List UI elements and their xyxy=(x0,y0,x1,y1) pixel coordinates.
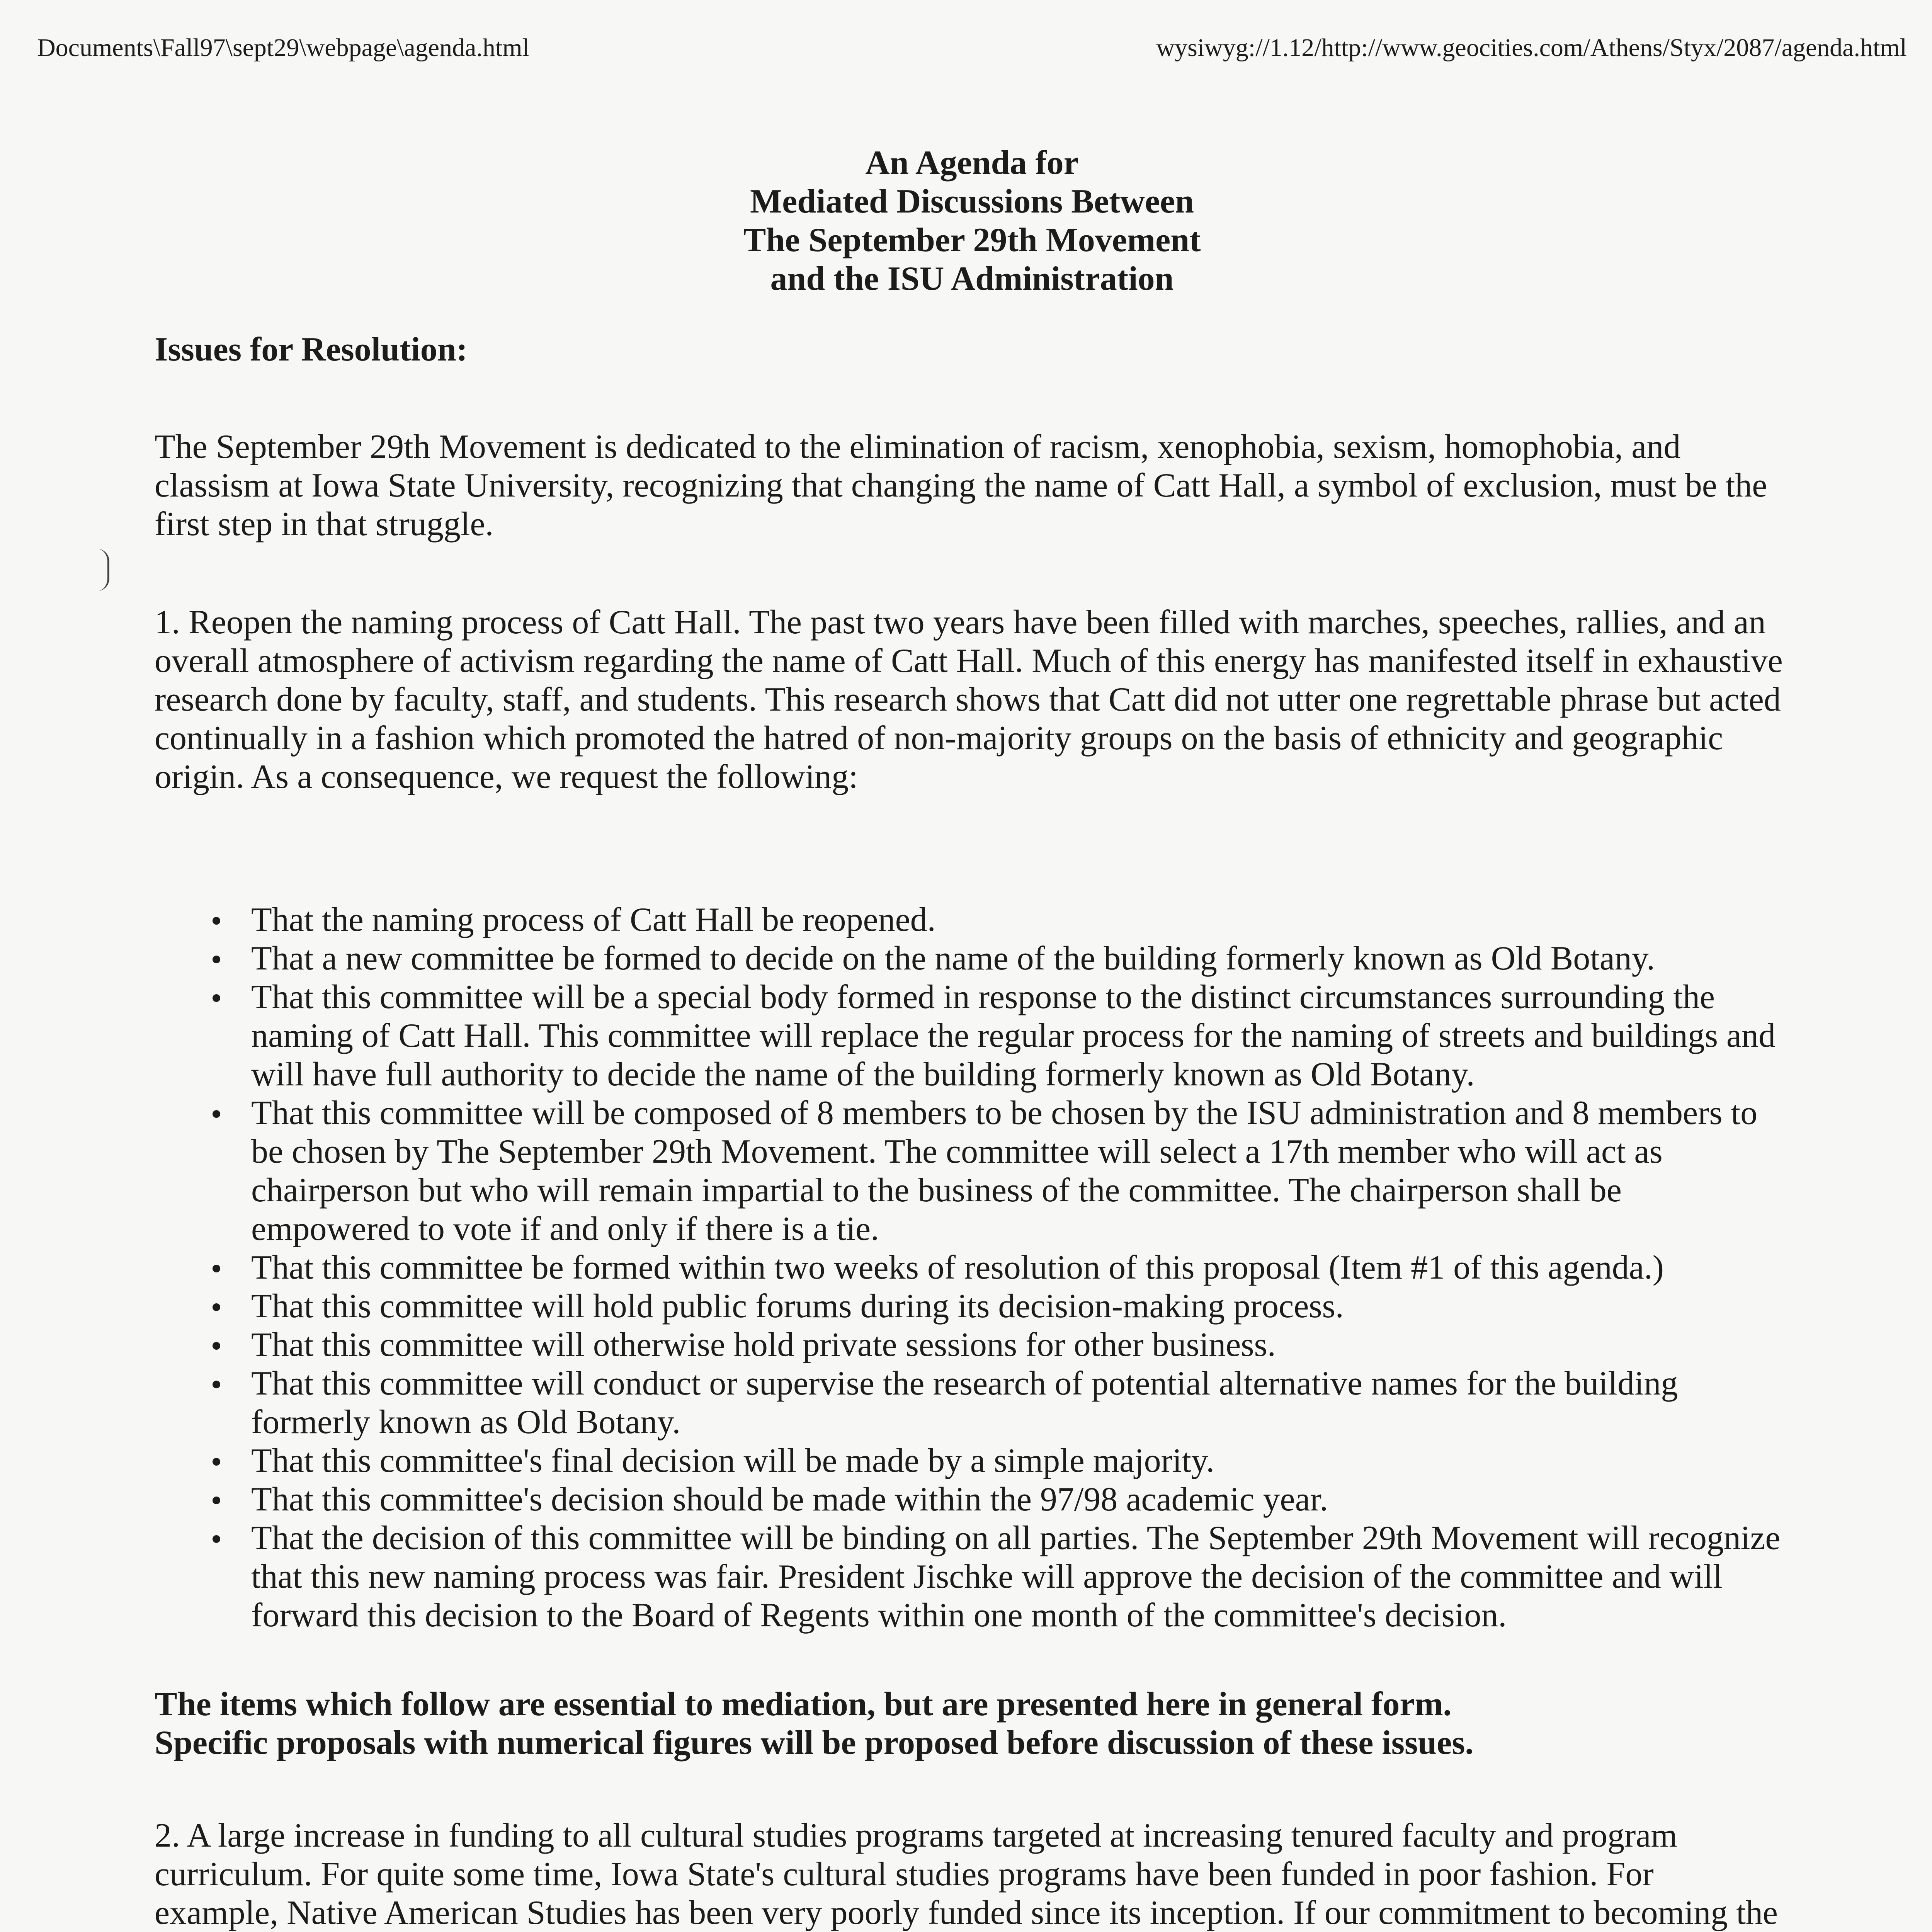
item-1-paragraph: 1. Reopen the naming process of Catt Hall. The past two years have been filled with marches, speeches, rallies, and an overall atmosphere of activism regarding the name of Catt Hall. Much of this energy has manifested itself in exhaustive research done by faculty, staff, and students. This research shows that Catt did not utter one regrettable phrase but acted continually in a fashion which promoted the hatred of non-majority groups on the basis of ethnicity and geographic origin. As a consequence, we request the following: xyxy=(155,604,1783,796)
list-item: That this committee will otherwise hold private sessions for other business. xyxy=(155,1326,1785,1364)
list-item: That this committee's decision should be made within the 97/98 academic year. xyxy=(155,1480,1785,1519)
list-item: That this committee will be a special body formed in response to the distinct circumstances surrounding the naming of Catt Hall. This committee will replace the regular process for the naming of streets and buildings and will have full authority to decide the name of the building formerly known as Old Botany. xyxy=(155,978,1785,1094)
bullet-icon xyxy=(213,1303,220,1311)
list-item: That the naming process of Catt Hall be reopened. xyxy=(155,901,1785,939)
list-item: That the decision of this committee will be binding on all parties. The September 29th Movement will recognize that this new naming process was fair. President Jischke will approve the decision of the committee and will forward this decision to the Board of Regents within one month of the committee's decision. xyxy=(155,1519,1785,1635)
bullet-icon xyxy=(213,1265,220,1272)
title-line-2: Mediated Discussions Between xyxy=(750,183,1194,220)
bullet-icon xyxy=(213,994,220,1002)
list-item: That this committee's final decision will be made by a simple majority. xyxy=(155,1442,1785,1480)
list-item: That this committee will conduct or supervise the research of potential alternative names for the building formerly known as Old Botany. xyxy=(155,1364,1785,1442)
intro-paragraph: The September 29th Movement is dedicated to the elimination of racism, xenophobia, sexism, homophobia, and classism at Iowa State University, recognizing that changing the name of Catt Hall, a symbol of exclusion, must be the first step in that struggle. xyxy=(155,428,1767,543)
file-path: Documents\Fall97\sept29\webpage\agenda.html xyxy=(37,34,529,62)
item-2-paragraph: 2. A large increase in funding to all cultural studies programs targeted at increasing tenured faculty and program curriculum. For quite some time, Iowa State's cultural studies programs have been funded in poor fashion. For example, Native American Studies has been very poorly funded since its inception. If our commitment to becoming the xyxy=(155,1817,1778,1932)
print-header xyxy=(37,32,1907,63)
title-line-1: An Agenda for xyxy=(865,144,1079,182)
list-item: That a new committee be formed to decide on the name of the building formerly known as Old Botany. xyxy=(155,939,1785,978)
list-item: That this committee be formed within two weeks of resolution of this proposal (Item #1 of this agenda.) xyxy=(155,1248,1785,1287)
bullet-icon xyxy=(213,1535,220,1543)
page-title xyxy=(0,144,1932,298)
request-list xyxy=(155,901,1785,1635)
issues-heading: Issues for Resolution: xyxy=(155,331,468,368)
bullet-icon xyxy=(213,1110,220,1118)
list-item: That this committee will be composed of 8 members to be chosen by the ISU administration and 8 members to be chosen by The September 29th Movement. The committee will select a 17th member who will act as chairperson but who will remain impartial to the business of the committee. The chairperson shall be empowered to vote if and only if there is a tie. xyxy=(155,1094,1785,1248)
bullet-icon xyxy=(213,1458,220,1466)
bullet-icon xyxy=(213,1342,220,1350)
bullet-icon xyxy=(213,917,220,925)
title-line-3: The September 29th Movement xyxy=(743,221,1201,259)
mediation-note-line-2: Specific proposals with numerical figures will be proposed before discussion of these issues. xyxy=(155,1724,1474,1762)
title-line-4: and the ISU Administration xyxy=(770,260,1174,298)
bullet-icon xyxy=(213,1497,220,1504)
bullet-icon xyxy=(213,956,220,963)
mediation-note xyxy=(155,1685,1785,1762)
margin-bracket-mark xyxy=(97,549,109,591)
mediation-note-line-1: The items which follow are essential to mediation, but are presented here in general form. xyxy=(155,1685,1452,1723)
source-url: wysiwyg://1.12/http://www.geocities.com/Athens/Styx/2087/agenda.html xyxy=(1156,34,1907,62)
document-body xyxy=(155,330,1785,1932)
list-item: That this committee will hold public forums during its decision-making process. xyxy=(155,1287,1785,1326)
bullet-icon xyxy=(213,1381,220,1388)
